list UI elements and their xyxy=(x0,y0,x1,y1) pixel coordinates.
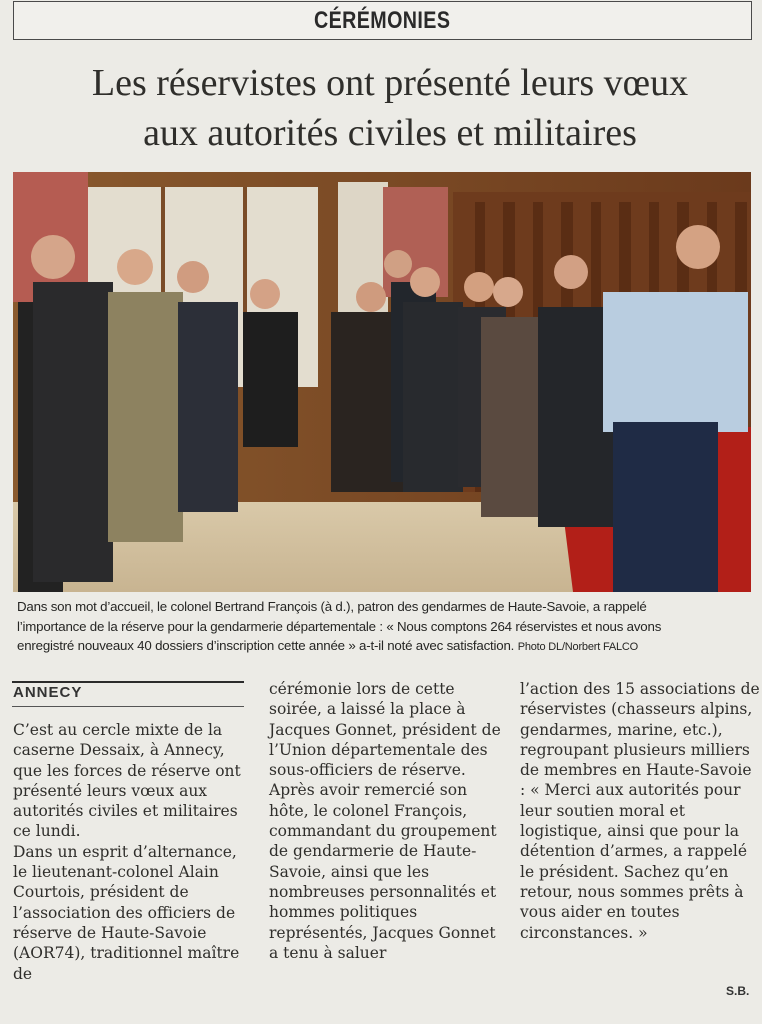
column-1-paragraph: C’est au cercle mixte de la caserne Dessaix, à Annecy, que les forces de réserve ont présenté leurs vœux aux autorités civiles et militaires ce lundi. xyxy=(13,721,241,841)
headline-line-1: Les réservistes ont présenté leurs vœux xyxy=(91,62,689,104)
caption-line-1: Dans son mot d’accueil, le colonel Bertrand François (à d.), patron des gendarmes de Haute-Savoie, a rappelé xyxy=(17,599,647,614)
photo-credit: Photo DL/Norbert FALCO xyxy=(517,641,639,653)
ceremony-photo xyxy=(13,172,751,592)
rubric-label: CÉRÉMONIES xyxy=(314,7,451,34)
column-2-paragraph: cérémonie lors de cette soirée, a laissé la place à Jacques Gonnet, président de l’Union départementale des sous-officiers de réserve. xyxy=(269,680,501,780)
article-column-1 xyxy=(13,720,245,984)
dateline-location: ANNECY xyxy=(13,684,83,701)
column-3-paragraph: l’action des 15 associations de réservistes (chasseurs alpins, gendarmes, marine, etc.), regroupant plusieurs milliers de membres en Haute-Savoie : « Merci aux autorités pour leur soutien moral et logistique, ainsi que pour la détention d’armes, a rappelé le président. Sachez qu’en retour, nous sommes prêts à vous aider en toutes circonstances. » xyxy=(520,680,760,942)
author-signature: S.B. xyxy=(726,984,750,998)
column-2-paragraph: Après avoir remercié son hôte, le colonel François, commandant du groupement de gendarmerie de Haute-Savoie, ainsi que les nombreuses personnalités et hommes politiques représentés, Jacques Gonnet a tenu à saluer xyxy=(269,781,497,962)
article-column-2 xyxy=(269,679,509,963)
ceremony-photo-illustration xyxy=(13,172,751,592)
location-rule-top xyxy=(12,681,244,683)
location-rule-bottom xyxy=(12,706,244,707)
headline-line-2: aux autorités civiles et militaires xyxy=(143,112,637,154)
headline xyxy=(20,58,760,158)
article-column-3 xyxy=(520,679,760,943)
caption-line-3-text: enregistré nouveaux 40 dossiers d’inscription cette année » a-t-il noté avec satisfaction. xyxy=(17,638,515,653)
column-1-paragraph: Dans un esprit d’alternance, le lieutenant-colonel Alain Courtois, président de l’association des officiers de réserve de Haute-Savoie (AOR74), traditionnel maître de xyxy=(13,842,240,983)
caption-line-2: l’importance de la réserve pour la gendarmerie départementale : « Nous comptons 264 réservistes et nous avons xyxy=(17,618,662,634)
caption-line-3 xyxy=(17,636,757,658)
section-rubric xyxy=(13,1,752,40)
photo-caption xyxy=(17,597,757,658)
